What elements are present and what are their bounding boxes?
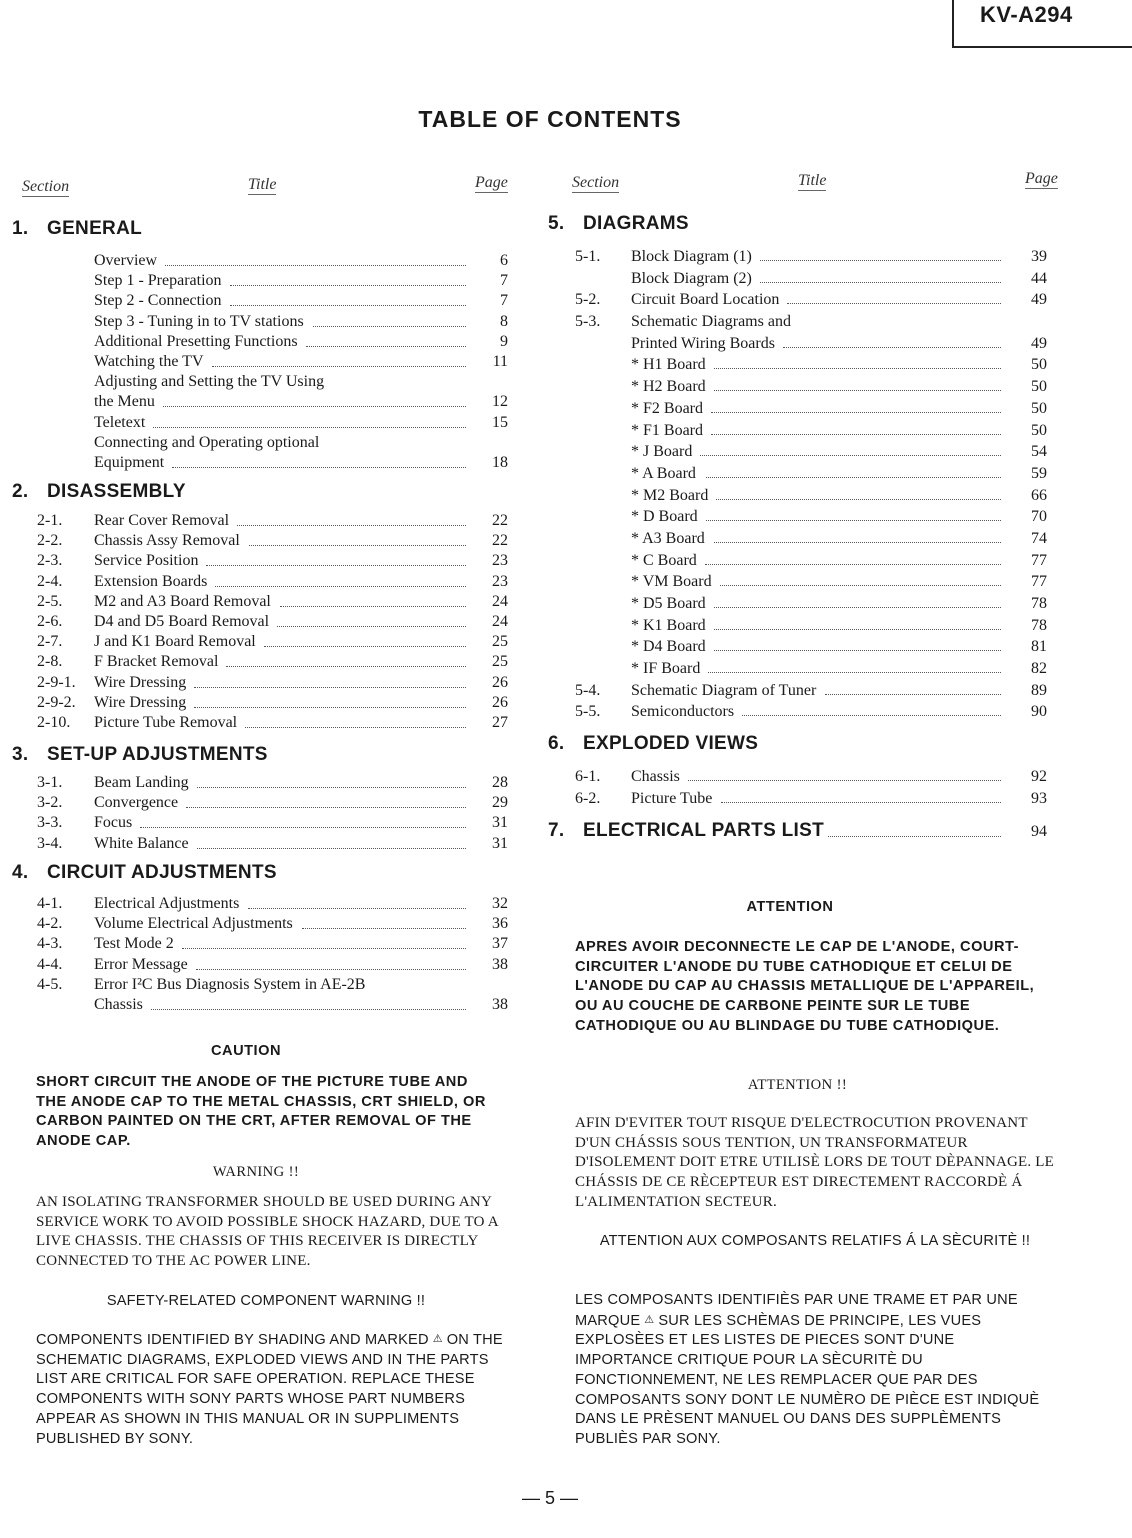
entry-page: 37 <box>492 935 508 953</box>
entry-title: D4 and D5 Board Removal <box>94 612 270 630</box>
section-name: CIRCUIT ADJUSTMENTS <box>47 862 277 883</box>
entry-title: Connecting and Operating optional <box>94 433 320 451</box>
entry-number: 2-7. <box>37 633 63 651</box>
entry-title: Additional Presetting Functions <box>94 332 298 350</box>
entry-page: 81 <box>1031 638 1047 656</box>
entry-page: 24 <box>492 612 508 630</box>
entry-number: 2-8. <box>37 653 63 671</box>
entry-title: Chassis Assy Removal <box>94 532 240 550</box>
entry-title: Focus <box>94 814 133 832</box>
entry-title: Extension Boards <box>94 572 208 590</box>
entry-title: Chassis <box>631 768 680 785</box>
entry-title: Block Diagram (2) <box>631 269 752 287</box>
dot-leader <box>182 948 466 949</box>
dot-leader <box>742 715 1001 716</box>
entry-page: 39 <box>1031 248 1047 265</box>
entry-number: 2-1. <box>37 512 63 529</box>
toc-entry[interactable] <box>0 995 508 1015</box>
entry-title: Electrical Adjustments <box>94 895 240 912</box>
dot-leader <box>714 542 1001 543</box>
entry-page: 92 <box>1031 768 1047 785</box>
entry-page: 70 <box>1031 508 1047 526</box>
section-name: DIAGRAMS <box>583 213 689 234</box>
entry-number: 4-3. <box>37 935 63 953</box>
section-number: 5. <box>548 213 565 234</box>
dot-leader <box>212 366 466 367</box>
entry-page: 38 <box>492 955 508 973</box>
entry-title: J and K1 Board Removal <box>94 633 256 651</box>
entry-number: 4-4. <box>37 955 63 973</box>
dot-leader <box>196 969 466 970</box>
model-number-box <box>952 0 1132 48</box>
entry-title: Teletext <box>94 413 146 431</box>
entry-title: * VM Board <box>631 573 712 591</box>
dot-leader <box>277 626 466 627</box>
dot-leader <box>197 848 466 849</box>
entry-title: Overview <box>94 252 158 269</box>
entry-title: Watching the TV <box>94 352 204 370</box>
entry-title: Picture Tube <box>631 789 713 807</box>
right-header-title: Title <box>798 172 827 189</box>
entry-page: 77 <box>1031 551 1047 569</box>
entry-page: 38 <box>492 995 508 1013</box>
warning-triangle-icon: ⚠ <box>432 1333 443 1345</box>
section-heading <box>548 820 824 842</box>
dot-leader <box>237 525 466 526</box>
entry-page: 49 <box>1031 291 1047 309</box>
section-number: 2. <box>12 481 29 502</box>
entry-title: Adjusting and Setting the TV Using <box>94 373 325 391</box>
entry-title: * H2 Board <box>631 378 706 396</box>
dot-leader <box>280 606 466 607</box>
toc-entry[interactable] <box>0 975 366 995</box>
toc-entry[interactable] <box>0 914 508 934</box>
toc-entry[interactable] <box>0 463 1047 485</box>
entry-page: 82 <box>1031 660 1047 678</box>
entry-number: 3-3. <box>37 814 63 832</box>
entry-page: 22 <box>492 532 508 550</box>
entry-title: Step 2 - Connection <box>94 292 222 310</box>
warning-text: AN ISOLATING TRANSFORMER SHOULD BE USED DURING ANY SERVICE WORK TO AVOID POSSIBLE SHOCK HAZARD, DUE TO A LIVE CHASSIS. THE CHASSIS OF THIS RECEIVER IS DIRECTLY CONNECTED TO THE AC POWER LINE. <box>36 1194 498 1270</box>
entry-title: Error I²C Bus Diagnosis System in AE-2B <box>94 975 366 993</box>
toc-entry[interactable] <box>0 813 508 833</box>
components-text <box>575 1291 1045 1450</box>
dot-leader <box>264 646 466 647</box>
components-text-part1: LES COMPOSANTS IDENTIFIÈS PAR UNE TRAME ET PAR UNE MARQUE <box>575 1292 1018 1329</box>
entry-title: Convergence <box>94 794 179 812</box>
entry-title: * F1 Board <box>631 421 703 439</box>
dot-leader <box>306 346 466 347</box>
section-name: ELECTRICAL PARTS LIST <box>583 820 824 841</box>
entry-page: 27 <box>492 713 508 731</box>
entry-title: * J Board <box>631 443 693 461</box>
entry-page: 78 <box>1031 595 1047 612</box>
dot-leader <box>783 347 1001 348</box>
entry-title: Error Message <box>94 955 188 973</box>
entry-title: Semiconductors <box>631 703 735 721</box>
entry-number: 6-2. <box>575 789 601 807</box>
model-number: KV-A294 <box>980 2 1073 27</box>
dot-leader <box>828 836 1001 837</box>
dot-leader <box>230 305 466 306</box>
entry-title: White Balance <box>94 834 189 852</box>
entry-page: 26 <box>492 693 508 711</box>
entry-page: 15 <box>492 413 508 431</box>
entry-number: 3-2. <box>37 794 63 812</box>
entry-page: 18 <box>492 453 508 471</box>
entry-page: 7 <box>500 272 508 290</box>
entry-title: F Bracket Removal <box>94 653 219 671</box>
entry-title: * D Board <box>631 508 698 526</box>
dot-leader <box>706 477 1001 478</box>
entry-title: Block Diagram (1) <box>631 248 752 265</box>
entry-number: 2-2. <box>37 532 63 550</box>
section-number: 4. <box>12 862 29 883</box>
entry-number: 2-3. <box>37 552 63 570</box>
entry-page: 50 <box>1031 399 1047 417</box>
entry-title: Wire Dressing <box>94 693 187 711</box>
entry-title: Schematic Diagram of Tuner <box>631 681 817 699</box>
section-number: 1. <box>12 218 29 239</box>
dot-leader <box>172 467 466 468</box>
dot-leader <box>760 260 1001 261</box>
entry-number: 5-3. <box>575 313 601 331</box>
dot-leader <box>825 694 1001 695</box>
entry-page: 25 <box>492 653 508 671</box>
warning-heading: WARNING !! <box>212 1164 300 1180</box>
safety-text <box>36 1330 522 1449</box>
dot-leader <box>186 807 466 808</box>
entry-number: 2-5. <box>37 592 63 610</box>
entry-page: 93 <box>1031 789 1047 807</box>
right-header-page: Page <box>1025 170 1058 187</box>
dot-leader <box>720 585 1001 586</box>
section-name: EXPLODED VIEWS <box>583 733 759 754</box>
entry-title: Picture Tube Removal <box>94 713 238 731</box>
toc-entry[interactable] <box>0 834 508 854</box>
entry-page: 7 <box>500 292 508 310</box>
entry-title: Circuit Board Location <box>631 291 780 309</box>
entry-title: Volume Electrical Adjustments <box>94 915 293 933</box>
entry-page: 49 <box>1031 334 1047 352</box>
dot-leader <box>716 499 1001 500</box>
dot-leader <box>194 707 466 708</box>
entry-number: 2-6. <box>37 612 63 630</box>
dot-leader <box>714 390 1001 391</box>
section-name: GENERAL <box>47 218 142 239</box>
page-title: TABLE OF CONTENTS <box>418 106 682 132</box>
dot-leader <box>151 1009 466 1010</box>
entry-page: 23 <box>492 552 508 570</box>
entry-page: 36 <box>492 915 508 933</box>
entry-number: 5-5. <box>575 703 601 721</box>
entry-title: * H1 Board <box>631 356 706 374</box>
section-number: 7. <box>548 820 565 841</box>
dot-leader <box>197 787 466 788</box>
page-number-cell: 94 <box>1031 823 1047 840</box>
entry-number: 2-10. <box>37 713 71 731</box>
safety-text-part1: COMPONENTS IDENTIFIED BY SHADING AND MARKED <box>36 1332 429 1348</box>
entry-number: 2-4. <box>37 572 63 590</box>
entry-number: 3-4. <box>37 834 63 852</box>
toc-entry[interactable] <box>0 955 508 975</box>
caution-text: SHORT CIRCUIT THE ANODE OF THE PICTURE TUBE AND THE ANODE CAP TO THE METAL CHASSIS, CRT SHIELD, OR CARBON PAINTED ON THE CRT, AFTER REMOVAL OF THE ANODE CAP. <box>36 1074 486 1150</box>
left-header-title: Title <box>248 176 277 193</box>
dot-leader <box>714 607 1001 608</box>
entry-page: 23 <box>492 572 508 590</box>
entry-page: 89 <box>1031 681 1047 699</box>
entry-title: Beam Landing <box>94 774 189 791</box>
toc-entry[interactable] <box>0 894 508 914</box>
right-header-section: Section <box>572 174 620 191</box>
entry-page: 31 <box>492 814 508 832</box>
entry-page: 90 <box>1031 703 1047 721</box>
entry-title: Step 1 - Preparation <box>94 272 222 290</box>
entry-page: 9 <box>500 332 508 350</box>
entry-title: Schematic Diagrams and <box>631 313 791 331</box>
entry-page: 31 <box>492 834 508 852</box>
entry-title: Rear Cover Removal <box>94 512 230 529</box>
safety-text-part2: ON THE SCHEMATIC DIAGRAMS, EXPLODED VIEWS AND IN THE PARTS LIST ARE CRITICAL FOR SAFE OPERATION. REPLACE THESE COMPONENTS WITH SONY PARTS WHOSE PART NUMBERS APPEAR AS SHOWN IN THIS MANUAL OR IN SUPPLIMENTS PUBLISHED BY SONY. <box>36 1332 503 1447</box>
left-header-section: Section <box>22 178 70 195</box>
entry-page: 25 <box>492 633 508 651</box>
section-heading <box>12 744 268 766</box>
dot-leader <box>163 406 466 407</box>
dot-leader <box>721 802 1001 803</box>
entry-page: 59 <box>1031 464 1047 482</box>
dot-leader <box>249 545 466 546</box>
entry-number: 3-1. <box>37 774 63 791</box>
toc-entry[interactable] <box>0 934 508 954</box>
dot-leader <box>787 303 1001 304</box>
entry-page: 6 <box>500 252 508 269</box>
components-heading: ATTENTION AUX COMPOSANTS RELATIFS Á LA SÈCURITÈ !! <box>599 1233 1031 1249</box>
dot-leader <box>714 368 1001 369</box>
section-name: SET-UP ADJUSTMENTS <box>47 744 268 765</box>
dot-leader <box>165 265 466 266</box>
dot-leader <box>245 727 466 728</box>
page-number: — 5 — <box>521 1488 578 1508</box>
dot-leader <box>714 650 1001 651</box>
entry-number: 4-1. <box>37 895 63 912</box>
entry-title: M2 and A3 Board Removal <box>94 592 271 610</box>
dot-leader <box>194 687 466 688</box>
dot-leader <box>714 629 1001 630</box>
entry-title: Equipment <box>94 453 165 471</box>
dot-leader <box>711 434 1001 435</box>
entry-page: 11 <box>492 352 508 370</box>
entry-page: 26 <box>492 673 508 691</box>
dot-leader <box>688 780 1001 781</box>
entry-title: Wire Dressing <box>94 673 187 691</box>
entry-title: * A3 Board <box>631 529 705 547</box>
entry-title: * F2 Board <box>631 399 703 417</box>
dot-leader <box>711 412 1001 413</box>
entry-page: 12 <box>492 393 508 411</box>
dot-leader <box>760 282 1001 283</box>
entry-number: 5-2. <box>575 291 601 309</box>
entry-page: 32 <box>492 895 508 912</box>
entry-page: 74 <box>1031 529 1047 547</box>
entry-title: * D4 Board <box>631 638 706 656</box>
entry-number: 2-9-2. <box>37 693 76 711</box>
components-text-part2: SUR LES SCHÈMAS DE PRINCIPE, LES VUES EXPLOSÈES ET LES LISTES DE PIECES SONT D'UNE IMPORTANCE CRITIQUE POUR LA SÈCURITÈ DU FONCTIONNEMENT, NE LES REMPLACER QUE PAR DES COMPOSANTS SONY DONT LE NUMÈRO DE PIÈCE EST INDIQUÈ DANS LE PRÈSENT MANUEL OU DANS DES SUPPLÈMENTS PUBLIÈS PAR SONY. <box>575 1312 1040 1447</box>
entry-title: * D5 Board <box>631 595 706 612</box>
entry-title: Service Position <box>94 552 199 570</box>
dot-leader <box>705 564 1001 565</box>
attention2-text: AFIN D'EVITER TOUT RISQUE D'ELECTROCUTION PROVENANT D'UN CHÁSSIS SOUS TENTION, UN TRANSFORMATEUR D'ISOLEMENT DOIT ETRE UTILISÈ LORS DE TOUT DÈPANNAGE. LE CHÁSSIS DE CE RÈCEPTEUR EST DIRECTEMENT RACCORDÈ Á L'ALIMENTATION SECTEUR. <box>575 1115 1055 1210</box>
left-header-page: Page <box>475 174 508 191</box>
entry-title: Step 3 - Tuning in to TV stations <box>94 312 304 330</box>
entry-title: * M2 Board <box>631 486 709 504</box>
caution-heading: CAUTION <box>211 1043 281 1059</box>
section-heading <box>12 862 277 884</box>
dot-leader <box>140 827 466 828</box>
entry-title: Test Mode 2 <box>94 935 174 953</box>
dot-leader <box>206 565 466 566</box>
entry-page: 22 <box>492 512 508 529</box>
entry-page: 28 <box>492 774 508 791</box>
entry-title: the Menu <box>94 393 155 411</box>
toc-entry-list <box>0 894 508 1015</box>
entry-page: 50 <box>1031 421 1047 439</box>
section-number: 3. <box>12 744 29 765</box>
entry-title: Chassis <box>94 995 143 1013</box>
entry-page: 44 <box>1031 269 1047 287</box>
entry-page: 50 <box>1031 356 1047 374</box>
entry-title: * IF Board <box>631 660 701 678</box>
section-heading <box>548 213 689 235</box>
entry-number: 4-5. <box>37 975 63 993</box>
dot-leader <box>313 326 466 327</box>
entry-page: 8 <box>500 312 508 330</box>
entry-number: 6-1. <box>575 768 601 785</box>
section-name: DISASSEMBLY <box>47 481 186 502</box>
entry-title: * C Board <box>631 551 697 569</box>
dot-leader <box>215 586 466 587</box>
entry-page: 54 <box>1031 443 1047 461</box>
entry-title: * K1 Board <box>631 616 706 634</box>
section-heading <box>12 481 186 503</box>
dot-leader <box>302 928 466 929</box>
section-heading <box>12 218 142 240</box>
entry-title: Printed Wiring Boards <box>631 334 775 352</box>
entry-page: 66 <box>1031 486 1047 504</box>
section-heading <box>548 733 758 755</box>
dot-leader <box>248 908 466 909</box>
attention-text: APRES AVOIR DECONNECTE LE CAP DE L'ANODE, COURT-CIRCUITER L'ANODE DU TUBE CATHODIQUE ET CELUI DE L'ANODE DU CAP AU CHASSIS METALLIQUE DE L'APPAREIL, OU AU COUCHE DE CARBONE PEINTE SUR LE TUBE CATHODIQUE OU AU BLINDAGE DU TUBE CATHODIQUE. <box>575 939 1035 1034</box>
entry-page: 24 <box>492 592 508 610</box>
dot-leader <box>153 427 466 428</box>
section-number: 6. <box>548 733 565 754</box>
entry-number: 5-1. <box>575 248 601 265</box>
dot-leader <box>708 672 1001 673</box>
entry-page: 77 <box>1031 573 1047 591</box>
dot-leader <box>226 666 466 667</box>
entry-page: 78 <box>1031 616 1047 634</box>
dot-leader <box>230 285 466 286</box>
entry-number: 5-4. <box>575 681 601 699</box>
entry-title: * A Board <box>631 464 696 482</box>
attention-heading: ATTENTION <box>746 899 834 915</box>
warning-triangle-icon: ⚠ <box>644 1313 655 1326</box>
entry-number: 4-2. <box>37 915 63 933</box>
dot-leader <box>700 455 1001 456</box>
safety-heading: SAFETY-RELATED COMPONENT WARNING !! <box>106 1293 426 1309</box>
entry-page: 29 <box>492 794 508 812</box>
entry-number: 2-9-1. <box>37 673 76 691</box>
attention2-heading: ATTENTION !! <box>747 1077 848 1093</box>
entry-page: 50 <box>1031 378 1047 396</box>
dot-leader <box>706 520 1001 521</box>
